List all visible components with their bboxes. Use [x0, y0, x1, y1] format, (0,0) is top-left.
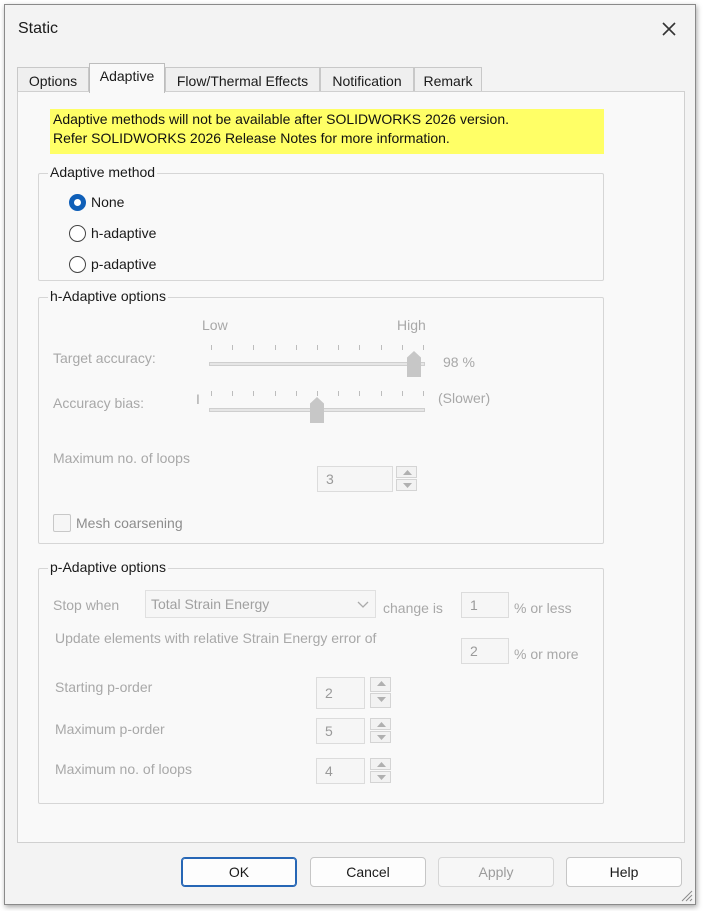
target-accuracy-thumb[interactable]: [407, 351, 421, 377]
arrow-up-icon: [377, 722, 386, 728]
banner-line-2: Refer SOLIDWORKS 2026 Release Notes for more information.: [53, 130, 450, 146]
mesh-coarsening-label: Mesh coarsening: [76, 515, 183, 531]
close-button[interactable]: [655, 15, 683, 43]
slider-tick: [317, 391, 318, 396]
slider-tick: [211, 345, 212, 350]
slider-tick: [338, 391, 339, 396]
slider-tick: [317, 345, 318, 350]
h-adaptive-legend: h-Adaptive options: [50, 288, 166, 304]
mesh-coarsening-checkbox[interactable]: [53, 514, 71, 532]
arrow-up-icon: [403, 470, 412, 476]
static-dialog: [4, 4, 696, 905]
slider-tick: [275, 345, 276, 350]
slider-high-label: High: [397, 317, 426, 333]
radio-h-adaptive-label: h-adaptive: [91, 225, 157, 241]
accuracy-bias-ticks: [209, 391, 425, 397]
radio-selected-icon: [69, 194, 86, 211]
slider-tick: [423, 391, 424, 396]
slider-tick: [381, 345, 382, 350]
chevron-down-icon: [357, 601, 369, 608]
change-value-input[interactable]: 1: [461, 592, 509, 618]
accuracy-bias-label: Accuracy bias:: [53, 395, 145, 411]
stop-when-select[interactable]: [145, 590, 376, 618]
arrow-down-icon: [377, 775, 386, 781]
radio-p-adaptive-label: p-adaptive: [91, 256, 157, 272]
arrow-down-icon: [377, 735, 386, 741]
target-accuracy-slider[interactable]: [209, 362, 425, 366]
accuracy-bias-left-mark: I: [196, 391, 200, 407]
target-accuracy-label: Target accuracy:: [53, 350, 156, 366]
deprecation-banner: [50, 109, 604, 154]
starting-p-order-input[interactable]: 2: [316, 677, 365, 709]
adaptive-panel: [17, 91, 685, 843]
starting-p-order-label: Starting p-order: [55, 679, 153, 695]
target-accuracy-value: 98 %: [443, 354, 475, 370]
spin-down-button[interactable]: [396, 479, 417, 491]
starting-p-order-stepper[interactable]: [370, 677, 391, 709]
accuracy-bias-thumb[interactable]: [310, 397, 324, 423]
spin-up-button[interactable]: [396, 466, 417, 478]
adaptive-method-legend: Adaptive method: [50, 164, 156, 180]
tab-adaptive[interactable]: Adaptive: [89, 63, 165, 93]
slider-tick: [359, 345, 360, 350]
ok-button[interactable]: OK: [181, 857, 297, 887]
slider-tick: [359, 391, 360, 396]
h-max-loops-input[interactable]: 3: [317, 466, 393, 492]
slider-tick: [211, 391, 212, 396]
percent-or-less-label: % or less: [514, 600, 572, 616]
adaptive-method-group: [38, 164, 604, 281]
slider-tick: [253, 345, 254, 350]
spin-up-button[interactable]: [370, 758, 391, 770]
p-adaptive-legend: p-Adaptive options: [50, 559, 166, 575]
arrow-down-icon: [377, 697, 386, 703]
radio-unselected-icon: [69, 256, 86, 273]
radio-h-adaptive[interactable]: [69, 222, 156, 244]
help-button[interactable]: Help: [566, 857, 682, 887]
radio-unselected-icon: [69, 225, 86, 242]
p-max-loops-input[interactable]: 4: [316, 758, 365, 784]
close-icon: [655, 15, 683, 43]
slider-tick: [232, 345, 233, 350]
resize-grip-icon[interactable]: [679, 888, 693, 902]
arrow-up-icon: [377, 681, 386, 687]
stop-when-selected: Total Strain Energy: [151, 596, 270, 612]
maximum-p-order-label: Maximum p-order: [55, 721, 165, 737]
slider-low-label: Low: [202, 317, 228, 333]
maximum-p-order-stepper[interactable]: [370, 718, 391, 744]
radio-none[interactable]: [69, 191, 124, 213]
slider-tick: [338, 345, 339, 350]
slider-tick: [275, 391, 276, 396]
tab-remark[interactable]: Remark: [414, 67, 482, 91]
maximum-p-order-input[interactable]: 5: [316, 718, 365, 744]
slider-tick: [253, 391, 254, 396]
dialog-title: Static: [18, 20, 59, 37]
h-max-loops-label: Maximum no. of loops: [53, 450, 190, 466]
tab-notification[interactable]: Notification: [320, 67, 414, 91]
slider-tick: [402, 391, 403, 396]
arrow-down-icon: [403, 483, 412, 489]
p-max-loops-label: Maximum no. of loops: [55, 761, 192, 777]
stop-when-label: Stop when: [53, 597, 120, 613]
slider-tick: [296, 345, 297, 350]
cancel-button[interactable]: Cancel: [310, 857, 426, 887]
change-is-label: change is: [383, 600, 443, 616]
title-bar: [5, 5, 695, 53]
update-elements-label: Update elements with relative Strain Energy error of: [55, 630, 377, 646]
spin-up-button[interactable]: [370, 677, 391, 692]
banner-line-1: Adaptive methods will not be available after SOLIDWORKS 2026 version.: [53, 111, 510, 127]
p-max-loops-stepper[interactable]: [370, 758, 391, 784]
h-max-loops-stepper[interactable]: [396, 466, 417, 492]
tab-flow-thermal-effects[interactable]: Flow/Thermal Effects: [165, 67, 320, 91]
radio-none-label: None: [91, 194, 125, 210]
spin-up-button[interactable]: [370, 718, 391, 730]
arrow-up-icon: [377, 762, 386, 768]
tab-options[interactable]: Options: [17, 67, 89, 91]
slider-tick: [423, 345, 424, 350]
percent-or-more-label: % or more: [514, 646, 579, 662]
p-adaptive-options-group: [38, 559, 604, 804]
target-accuracy-ticks: [209, 345, 425, 351]
slider-tick: [296, 391, 297, 396]
update-value-input[interactable]: 2: [461, 638, 509, 664]
slider-tick: [232, 391, 233, 396]
slider-tick: [381, 391, 382, 396]
h-adaptive-options-group: [38, 288, 604, 544]
radio-p-adaptive[interactable]: [69, 253, 156, 275]
slider-tick: [402, 345, 403, 350]
accuracy-bias-right-label: (Slower): [438, 390, 491, 406]
spin-down-button[interactable]: [370, 693, 391, 708]
spin-down-button[interactable]: [370, 731, 391, 743]
spin-down-button[interactable]: [370, 771, 391, 783]
apply-button[interactable]: Apply: [438, 857, 554, 887]
